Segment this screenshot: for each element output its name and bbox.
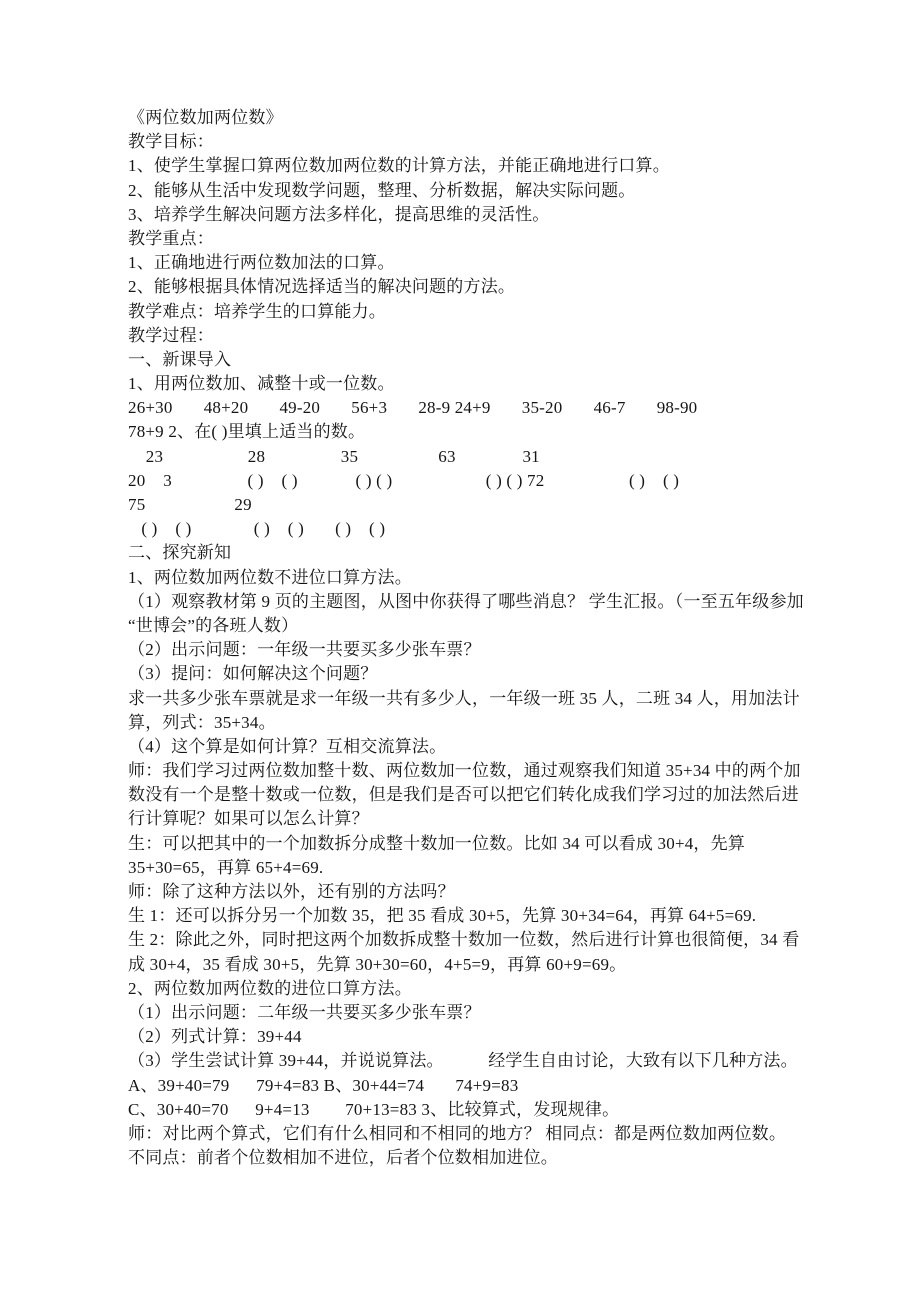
- student-answer-line-1: 生：可以把其中的一个加数拆分成整十数加一位数。比如 34 可以看成 30+4，先算: [128, 833, 746, 853]
- compare-same-point-line: 师：对比两个算式，它们有什么相同和不相同的地方？ 相同点：都是两位数加两位数。: [128, 1123, 787, 1143]
- topic-1-step-3-ask: （3）提问：如何解决这个问题？: [128, 664, 378, 684]
- solution-explain-line-1: 求一共多少张车票就是求一年级一共有多少人，一年级一班 35 人，二班 34 人，用加法计: [128, 688, 800, 708]
- compare-diff-point-line: 不同点：前者个位数相加不进位，后者个位数相加进位。: [128, 1148, 558, 1168]
- teaching-focus-heading: 教学重点：: [128, 228, 214, 248]
- method-a-b-row: A、39+40=79 79+4=83 B、30+44=74 74+9=83: [128, 1075, 519, 1095]
- student-1-answer: 生 1：还可以拆分另一个加数 35，把 35 看成 30+5，先算 30+34=64，再算 64+5=69.: [128, 906, 757, 926]
- topic-2-carry-method: 2、两位数加两位数的进位口算方法。: [128, 978, 412, 998]
- teaching-process-heading: 教学过程：: [128, 325, 214, 345]
- solution-explain-line-2: 算，列式：35+34。: [128, 712, 276, 732]
- teacher-followup-question: 师：除了这种方法以外，还有别的方法吗？: [128, 882, 455, 901]
- topic-1-step-2-question: （2）出示问题：一年级一共要买多少张车票？: [128, 640, 481, 660]
- section-2-explore-heading: 二、探究新知: [128, 543, 232, 563]
- fill-blank-parens-row-2: ( ) ( ) ( ) ( ) ( ) ( ): [128, 519, 386, 539]
- teaching-difficulty-line: 教学难点：培养学生的口算能力。: [128, 301, 386, 321]
- doc-title: 《两位数加两位数》: [128, 108, 283, 127]
- goal-item-1: 1、使学生掌握口算两位数加两位数的计算方法，并能正确地进行口算。: [128, 156, 670, 176]
- section-1-new-lesson-intro: 一、新课导入: [128, 349, 232, 369]
- student-answer-line-2: 35+30=65，再算 65+4=69.: [128, 857, 324, 877]
- document-body: [128, 106, 808, 1170]
- fill-blank-parens-row-1: 20 3 ( ) ( ) ( ) ( ) ( ) ( ) 72 ( ) ( ): [128, 470, 680, 490]
- goal-item-2: 2、能够从生活中发现数学问题，整理、分析数据，解决实际问题。: [128, 180, 636, 200]
- method-c-row: C、30+40=70 9+4=13 70+13=83 3、比较算式，发现规律。: [128, 1099, 620, 1119]
- warmup-exercise-1-title: 1、用两位数加、减整十或一位数。: [128, 374, 395, 394]
- topic-2-step-3-try: （3）学生尝试计算 39+44，并说说算法。 经学生自由讨论，大致有以下几种方法。: [128, 1051, 798, 1071]
- warmup-problems-row: 26+30 48+20 49-20 56+3 28-9 24+9 35-20 46-7 98-90: [128, 398, 698, 418]
- student-2-answer-line-2: 成 30+4，35 看成 30+5，先算 30+30=60，4+5=9，再算 60+9=69。: [128, 954, 627, 974]
- fill-blank-numbers-row-2: 75 29: [128, 495, 252, 514]
- teacher-speech-line-2: 数没有一个是整十数或一位数，但是我们是否可以把它们转化成我们学习过的加法然后进: [128, 785, 799, 805]
- topic-1-no-carry-method: 1、两位数加两位数不进位口算方法。: [128, 567, 412, 587]
- topic-1-step-4-discuss: （4）这个算是如何计算？互相交流算法。: [128, 736, 447, 756]
- warmup-exercise-2-title: 78+9 2、在( )里填上适当的数。: [128, 422, 366, 442]
- goal-item-3: 3、培养学生解决问题方法多样化，提高思维的灵活性。: [128, 204, 550, 224]
- topic-2-step-1-question: （1）出示问题：二年级一共要买多少张车票？: [128, 1002, 481, 1022]
- fill-blank-numbers-row-1: 23 28 35 63 31: [128, 446, 540, 466]
- topic-2-step-2-expression: （2）列式计算：39+44: [128, 1027, 302, 1047]
- teacher-speech-line-3: 行计算呢？如果可以怎么计算？: [128, 809, 369, 829]
- focus-item-2: 2、能够根据具体情况选择适当的解决问题的方法。: [128, 277, 516, 297]
- topic-1-step-1-observe-cont: “世博会”的各班人数）: [128, 615, 299, 635]
- focus-item-1: 1、正确地进行两位数加法的口算。: [128, 253, 395, 273]
- topic-1-step-1-observe: （1）观察教材第 9 页的主题图，从图中你获得了哪些消息？ 学生汇报。（一至五年级参加: [128, 591, 804, 611]
- student-2-answer-line-1: 生 2：除此之外，同时把这两个加数拆成整十数加一位数，然后进行计算也很简便，34 看: [128, 930, 800, 950]
- teaching-goals-heading: 教学目标：: [128, 132, 214, 152]
- teacher-speech-line-1: 师：我们学习过两位数加整十数、两位数加一位数，通过观察我们知道 35+34 中的两个加: [128, 761, 801, 781]
